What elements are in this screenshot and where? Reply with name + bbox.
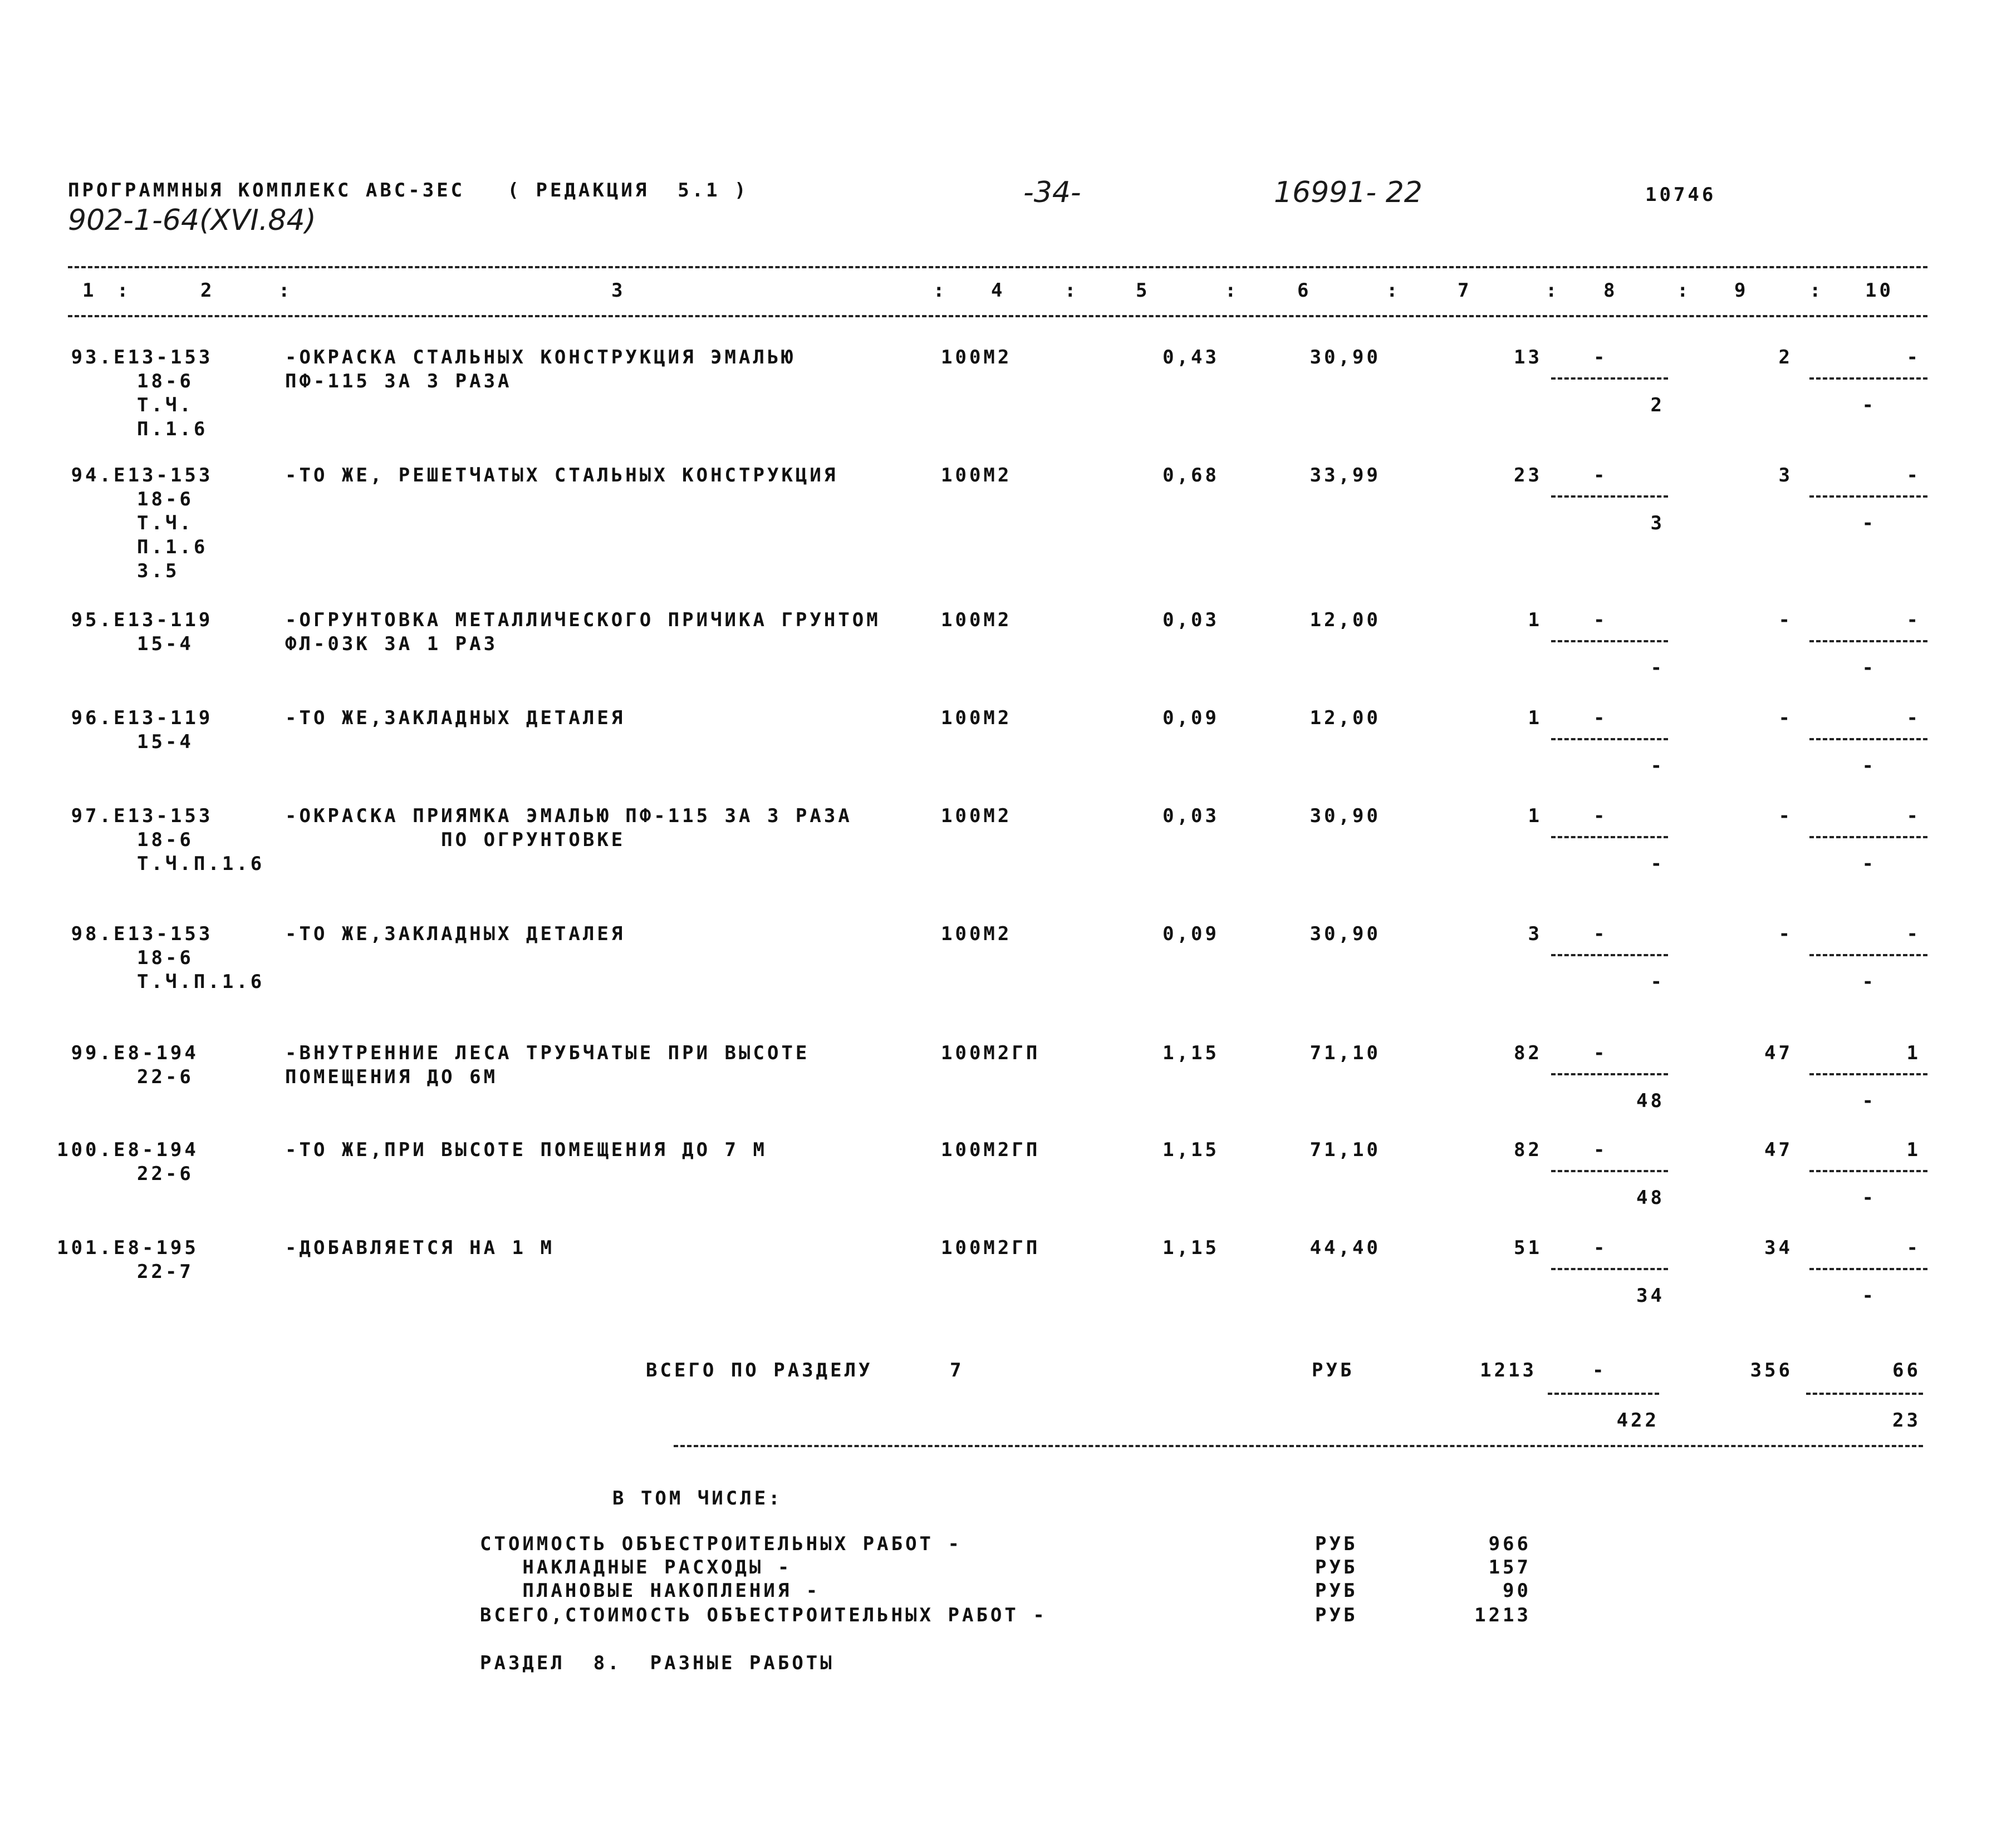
row-col10-rule: [1809, 495, 1927, 498]
row-number: 98.: [71, 923, 114, 945]
row-col9: 47: [1764, 1139, 1793, 1161]
program-title: ПРОГРАММНЫЯ КОМПЛЕКС АВС-ЗЕС ( РЕДАКЦИЯ 5.1 ): [68, 179, 749, 201]
header-bottom-rule: [68, 315, 1927, 317]
row-col9: -: [1778, 609, 1793, 631]
breakdown-label: НАКЛАДНЫЕ РАСХОДЫ -: [480, 1556, 792, 1579]
row-unit: 100М2ГП: [941, 1042, 1041, 1064]
row-total: 1: [1528, 805, 1542, 827]
row-code: Е8-194: [114, 1042, 199, 1064]
row-col10-bottom: -: [1862, 512, 1876, 534]
row-col8-top: -: [1593, 1139, 1608, 1161]
row-col8-bottom: 3: [1650, 512, 1665, 534]
row-code: 15-4: [137, 633, 194, 655]
row-col8-rule: [1551, 738, 1668, 740]
row-col8-rule: [1551, 640, 1668, 642]
row-number: 94.: [71, 464, 114, 486]
section-total-label: ВСЕГО ПО РАЗДЕЛУ: [646, 1359, 873, 1381]
row-description: -ДОБАВЛЯЕТСЯ НА 1 М: [285, 1237, 555, 1259]
section-total-section: 7: [950, 1359, 964, 1381]
row-description: -ОКРАСКА СТАЛЬНЫХ КОНСТРУКЦИЯ ЭМАЛЬЮ: [285, 346, 796, 368]
row-unit-price: 30,90: [1309, 805, 1381, 827]
row-col8-bottom: -: [1650, 971, 1665, 993]
row-number: 100.: [57, 1139, 114, 1161]
row-col10-top: -: [1906, 707, 1921, 729]
col-7: 7: [1458, 279, 1472, 302]
row-description: -ТО ЖЕ,ЗАКЛАДНЫХ ДЕТАЛЕЯ: [285, 923, 626, 945]
row-col10-bottom: -: [1862, 755, 1876, 777]
row-col8-top: -: [1593, 707, 1608, 729]
row-number: 97.: [71, 805, 114, 827]
row-description: ФЛ-03К ЗА 1 РАЗ: [285, 633, 498, 655]
row-col9: -: [1778, 805, 1793, 827]
col-sep: :: [1386, 279, 1401, 302]
breakdown-currency: РУБ: [1315, 1556, 1358, 1579]
row-col10-top: -: [1906, 609, 1921, 631]
row-col8-top: -: [1593, 464, 1608, 486]
col-3: 3: [611, 279, 626, 302]
row-col9: -: [1778, 923, 1793, 945]
section-total-c8-bottom: 422: [1616, 1409, 1659, 1432]
row-col10-rule: [1809, 640, 1927, 642]
row-total: 82: [1514, 1042, 1542, 1064]
row-col9: 34: [1764, 1237, 1793, 1259]
row-col8-rule: [1551, 954, 1668, 956]
row-code: 18-6: [137, 488, 194, 510]
row-col8-bottom: -: [1650, 755, 1665, 777]
row-col8-bottom: -: [1650, 657, 1665, 679]
row-description: ПО ОГРУНТОВКЕ: [285, 829, 626, 851]
row-total: 1: [1528, 609, 1542, 631]
row-code: Е13-153: [114, 923, 213, 945]
row-unit-price: 30,90: [1309, 346, 1381, 368]
section-total-c10-bottom: 23: [1892, 1409, 1921, 1432]
row-col10-bottom: -: [1862, 853, 1876, 875]
col-sep: :: [933, 279, 948, 302]
row-unit: 100М2: [941, 464, 1012, 486]
row-col8-rule: [1551, 1073, 1668, 1075]
section-total-c10-rule: [1806, 1393, 1923, 1395]
col-1: 1: [82, 279, 97, 302]
row-col8-bottom: 34: [1636, 1285, 1665, 1307]
row-unit: 100М2ГП: [941, 1139, 1041, 1161]
row-code: Т.Ч.П.1.6: [137, 971, 265, 993]
row-col8-top: -: [1593, 609, 1608, 631]
row-col10-top: -: [1906, 464, 1921, 486]
row-col8-bottom: 48: [1636, 1090, 1665, 1112]
row-quantity: 0,09: [1162, 923, 1219, 945]
row-col8-rule: [1551, 836, 1668, 838]
row-col10-bottom: -: [1862, 1285, 1876, 1307]
breakdown-value: 966: [1488, 1533, 1531, 1555]
row-col8-top: -: [1593, 805, 1608, 827]
row-col10-bottom: -: [1862, 657, 1876, 679]
row-col10-bottom: -: [1862, 1187, 1876, 1209]
row-quantity: 0,03: [1162, 609, 1219, 631]
row-unit-price: 33,99: [1309, 464, 1381, 486]
row-total: 3: [1528, 923, 1542, 945]
row-description: -ОКРАСКА ПРИЯМКА ЭМАЛЬЮ ПФ-115 ЗА 3 РАЗА: [285, 805, 852, 827]
row-total: 51: [1514, 1237, 1542, 1259]
col-4: 4: [991, 279, 1005, 302]
col-sep: :: [278, 279, 293, 302]
row-code: 3.5: [137, 560, 180, 582]
row-description: -ОГРУНТОВКА МЕТАЛЛИЧЕСКОГО ПРИЧИКА ГРУНТОМ: [285, 609, 881, 631]
row-description: -ТО ЖЕ, РЕШЕТЧАТЫХ СТАЛЬНЫХ КОНСТРУКЦИЯ: [285, 464, 838, 486]
row-code: Е13-119: [114, 707, 213, 729]
row-unit: 100М2: [941, 609, 1012, 631]
row-col9: 3: [1778, 464, 1793, 486]
row-col8-rule: [1551, 1170, 1668, 1172]
breakdown-value: 90: [1503, 1580, 1531, 1602]
row-col10-rule: [1809, 1268, 1927, 1270]
row-col10-top: -: [1906, 923, 1921, 945]
row-quantity: 1,15: [1162, 1237, 1219, 1259]
col-sep: :: [117, 279, 131, 302]
row-number: 93.: [71, 346, 114, 368]
row-code: 22-6: [137, 1163, 194, 1185]
row-col10-top: -: [1906, 346, 1921, 368]
section-total-rule: [674, 1445, 1923, 1447]
row-code: Е8-194: [114, 1139, 199, 1161]
row-code: 18-6: [137, 947, 194, 969]
row-col10-rule: [1809, 738, 1927, 740]
breakdown-heading: В ТОМ ЧИСЛЕ:: [612, 1487, 783, 1510]
row-unit-price: 12,00: [1309, 707, 1381, 729]
row-code: Е8-195: [114, 1237, 199, 1259]
row-code: Е13-153: [114, 346, 213, 368]
section-total-c9: 356: [1750, 1359, 1793, 1381]
row-quantity: 0,09: [1162, 707, 1219, 729]
row-description: -ТО ЖЕ,ЗАКЛАДНЫХ ДЕТАЛЕЯ: [285, 707, 626, 729]
row-col8-top: -: [1593, 346, 1608, 368]
document-number: 16991- 22: [1274, 176, 1423, 209]
row-col8-rule: [1551, 377, 1668, 380]
row-code: Т.Ч.П.1.6: [137, 853, 265, 875]
col-sep: :: [1809, 279, 1824, 302]
breakdown-value: 1213: [1474, 1604, 1531, 1626]
row-col8-bottom: 48: [1636, 1187, 1665, 1209]
row-col9: 47: [1764, 1042, 1793, 1064]
row-col8-top: -: [1593, 1042, 1608, 1064]
row-col10-top: -: [1906, 1237, 1921, 1259]
row-description: ПФ-115 ЗА 3 РАЗА: [285, 370, 512, 392]
row-unit-price: 71,10: [1309, 1139, 1381, 1161]
row-unit-price: 44,40: [1309, 1237, 1381, 1259]
row-col10-top: 1: [1906, 1139, 1921, 1161]
row-unit: 100М2: [941, 346, 1012, 368]
row-total: 82: [1514, 1139, 1542, 1161]
row-number: 96.: [71, 707, 114, 729]
section-total-c8-rule: [1548, 1393, 1659, 1395]
row-code: Е13-153: [114, 464, 213, 486]
row-description: -ВНУТРЕННИЕ ЛЕСА ТРУБЧАТЫЕ ПРИ ВЫСОТЕ: [285, 1042, 810, 1064]
breakdown-currency: РУБ: [1315, 1580, 1358, 1602]
row-unit: 100М2ГП: [941, 1237, 1041, 1259]
row-col10-top: -: [1906, 805, 1921, 827]
sheet-number: 10746: [1645, 184, 1716, 206]
breakdown-label: ВСЕГО,СТОИМОСТЬ ОБЪЕСТРОИТЕЛЬНЫХ РАБОТ -: [480, 1604, 1047, 1626]
row-number: 99.: [71, 1042, 114, 1064]
section-total-c10-top: 66: [1892, 1359, 1921, 1381]
breakdown-currency: РУБ: [1315, 1604, 1358, 1626]
project-code: 902-1-64(XVI.84): [68, 204, 316, 237]
col-sep: :: [1065, 279, 1079, 302]
row-unit-price: 30,90: [1309, 923, 1381, 945]
row-number: 101.: [57, 1237, 114, 1259]
row-col10-bottom: -: [1862, 394, 1876, 416]
row-quantity: 0,43: [1162, 346, 1219, 368]
row-unit-price: 12,00: [1309, 609, 1381, 631]
header-top-rule: [68, 266, 1927, 268]
section-total-c8-top: -: [1592, 1359, 1607, 1381]
col-2: 2: [200, 279, 215, 302]
row-code: 15-4: [137, 731, 194, 753]
col-8: 8: [1603, 279, 1618, 302]
row-col8-rule: [1551, 1268, 1668, 1270]
col-sep: :: [1546, 279, 1560, 302]
row-col8-rule: [1551, 495, 1668, 498]
row-code: 18-6: [137, 370, 194, 392]
row-col8-top: -: [1593, 1237, 1608, 1259]
row-col10-top: 1: [1906, 1042, 1921, 1064]
row-col10-bottom: -: [1862, 1090, 1876, 1112]
row-total: 13: [1514, 346, 1542, 368]
row-quantity: 1,15: [1162, 1042, 1219, 1064]
row-description: -ТО ЖЕ,ПРИ ВЫСОТЕ ПОМЕЩЕНИЯ ДО 7 М: [285, 1139, 767, 1161]
row-col8-top: -: [1593, 923, 1608, 945]
row-unit: 100М2: [941, 707, 1012, 729]
section-total-value: 1213: [1480, 1359, 1537, 1381]
col-sep: :: [1677, 279, 1691, 302]
row-col10-bottom: -: [1862, 971, 1876, 993]
row-col10-rule: [1809, 377, 1927, 380]
row-col8-bottom: 2: [1650, 394, 1665, 416]
next-section-title: РАЗДЕЛ 8. РАЗНЫЕ РАБОТЫ: [480, 1652, 835, 1674]
row-code: Т.Ч.: [137, 512, 194, 534]
row-col10-rule: [1809, 954, 1927, 956]
row-code: Т.Ч.: [137, 394, 194, 416]
col-sep: :: [1225, 279, 1239, 302]
breakdown-currency: РУБ: [1315, 1533, 1358, 1555]
row-unit: 100М2: [941, 923, 1012, 945]
col-10: 10: [1865, 279, 1894, 302]
row-col10-rule: [1809, 1170, 1927, 1172]
row-code: П.1.6: [137, 536, 208, 558]
row-code: 22-7: [137, 1261, 194, 1283]
breakdown-label: СТОИМОСТЬ ОБЪЕСТРОИТЕЛЬНЫХ РАБОТ -: [480, 1533, 962, 1555]
row-code: 22-6: [137, 1066, 194, 1088]
col-5: 5: [1136, 279, 1150, 302]
breakdown-value: 157: [1488, 1556, 1531, 1579]
row-col10-rule: [1809, 836, 1927, 838]
row-col9: -: [1778, 707, 1793, 729]
row-code: Е13-153: [114, 805, 213, 827]
row-col8-bottom: -: [1650, 853, 1665, 875]
row-number: 95.: [71, 609, 114, 631]
col-9: 9: [1734, 279, 1749, 302]
row-code: П.1.6: [137, 418, 208, 440]
row-code: Е13-119: [114, 609, 213, 631]
row-total: 1: [1528, 707, 1542, 729]
row-description: ПОМЕЩЕНИЯ ДО 6М: [285, 1066, 498, 1088]
row-col9: 2: [1778, 346, 1793, 368]
row-total: 23: [1514, 464, 1542, 486]
row-unit-price: 71,10: [1309, 1042, 1381, 1064]
row-unit: 100М2: [941, 805, 1012, 827]
row-quantity: 1,15: [1162, 1139, 1219, 1161]
row-quantity: 0,68: [1162, 464, 1219, 486]
section-total-currency: РУБ: [1312, 1359, 1355, 1381]
page-number: -34-: [1023, 176, 1081, 209]
row-col10-rule: [1809, 1073, 1927, 1075]
row-quantity: 0,03: [1162, 805, 1219, 827]
row-code: 18-6: [137, 829, 194, 851]
breakdown-label: ПЛАНОВЫЕ НАКОПЛЕНИЯ -: [480, 1580, 821, 1602]
col-6: 6: [1297, 279, 1312, 302]
